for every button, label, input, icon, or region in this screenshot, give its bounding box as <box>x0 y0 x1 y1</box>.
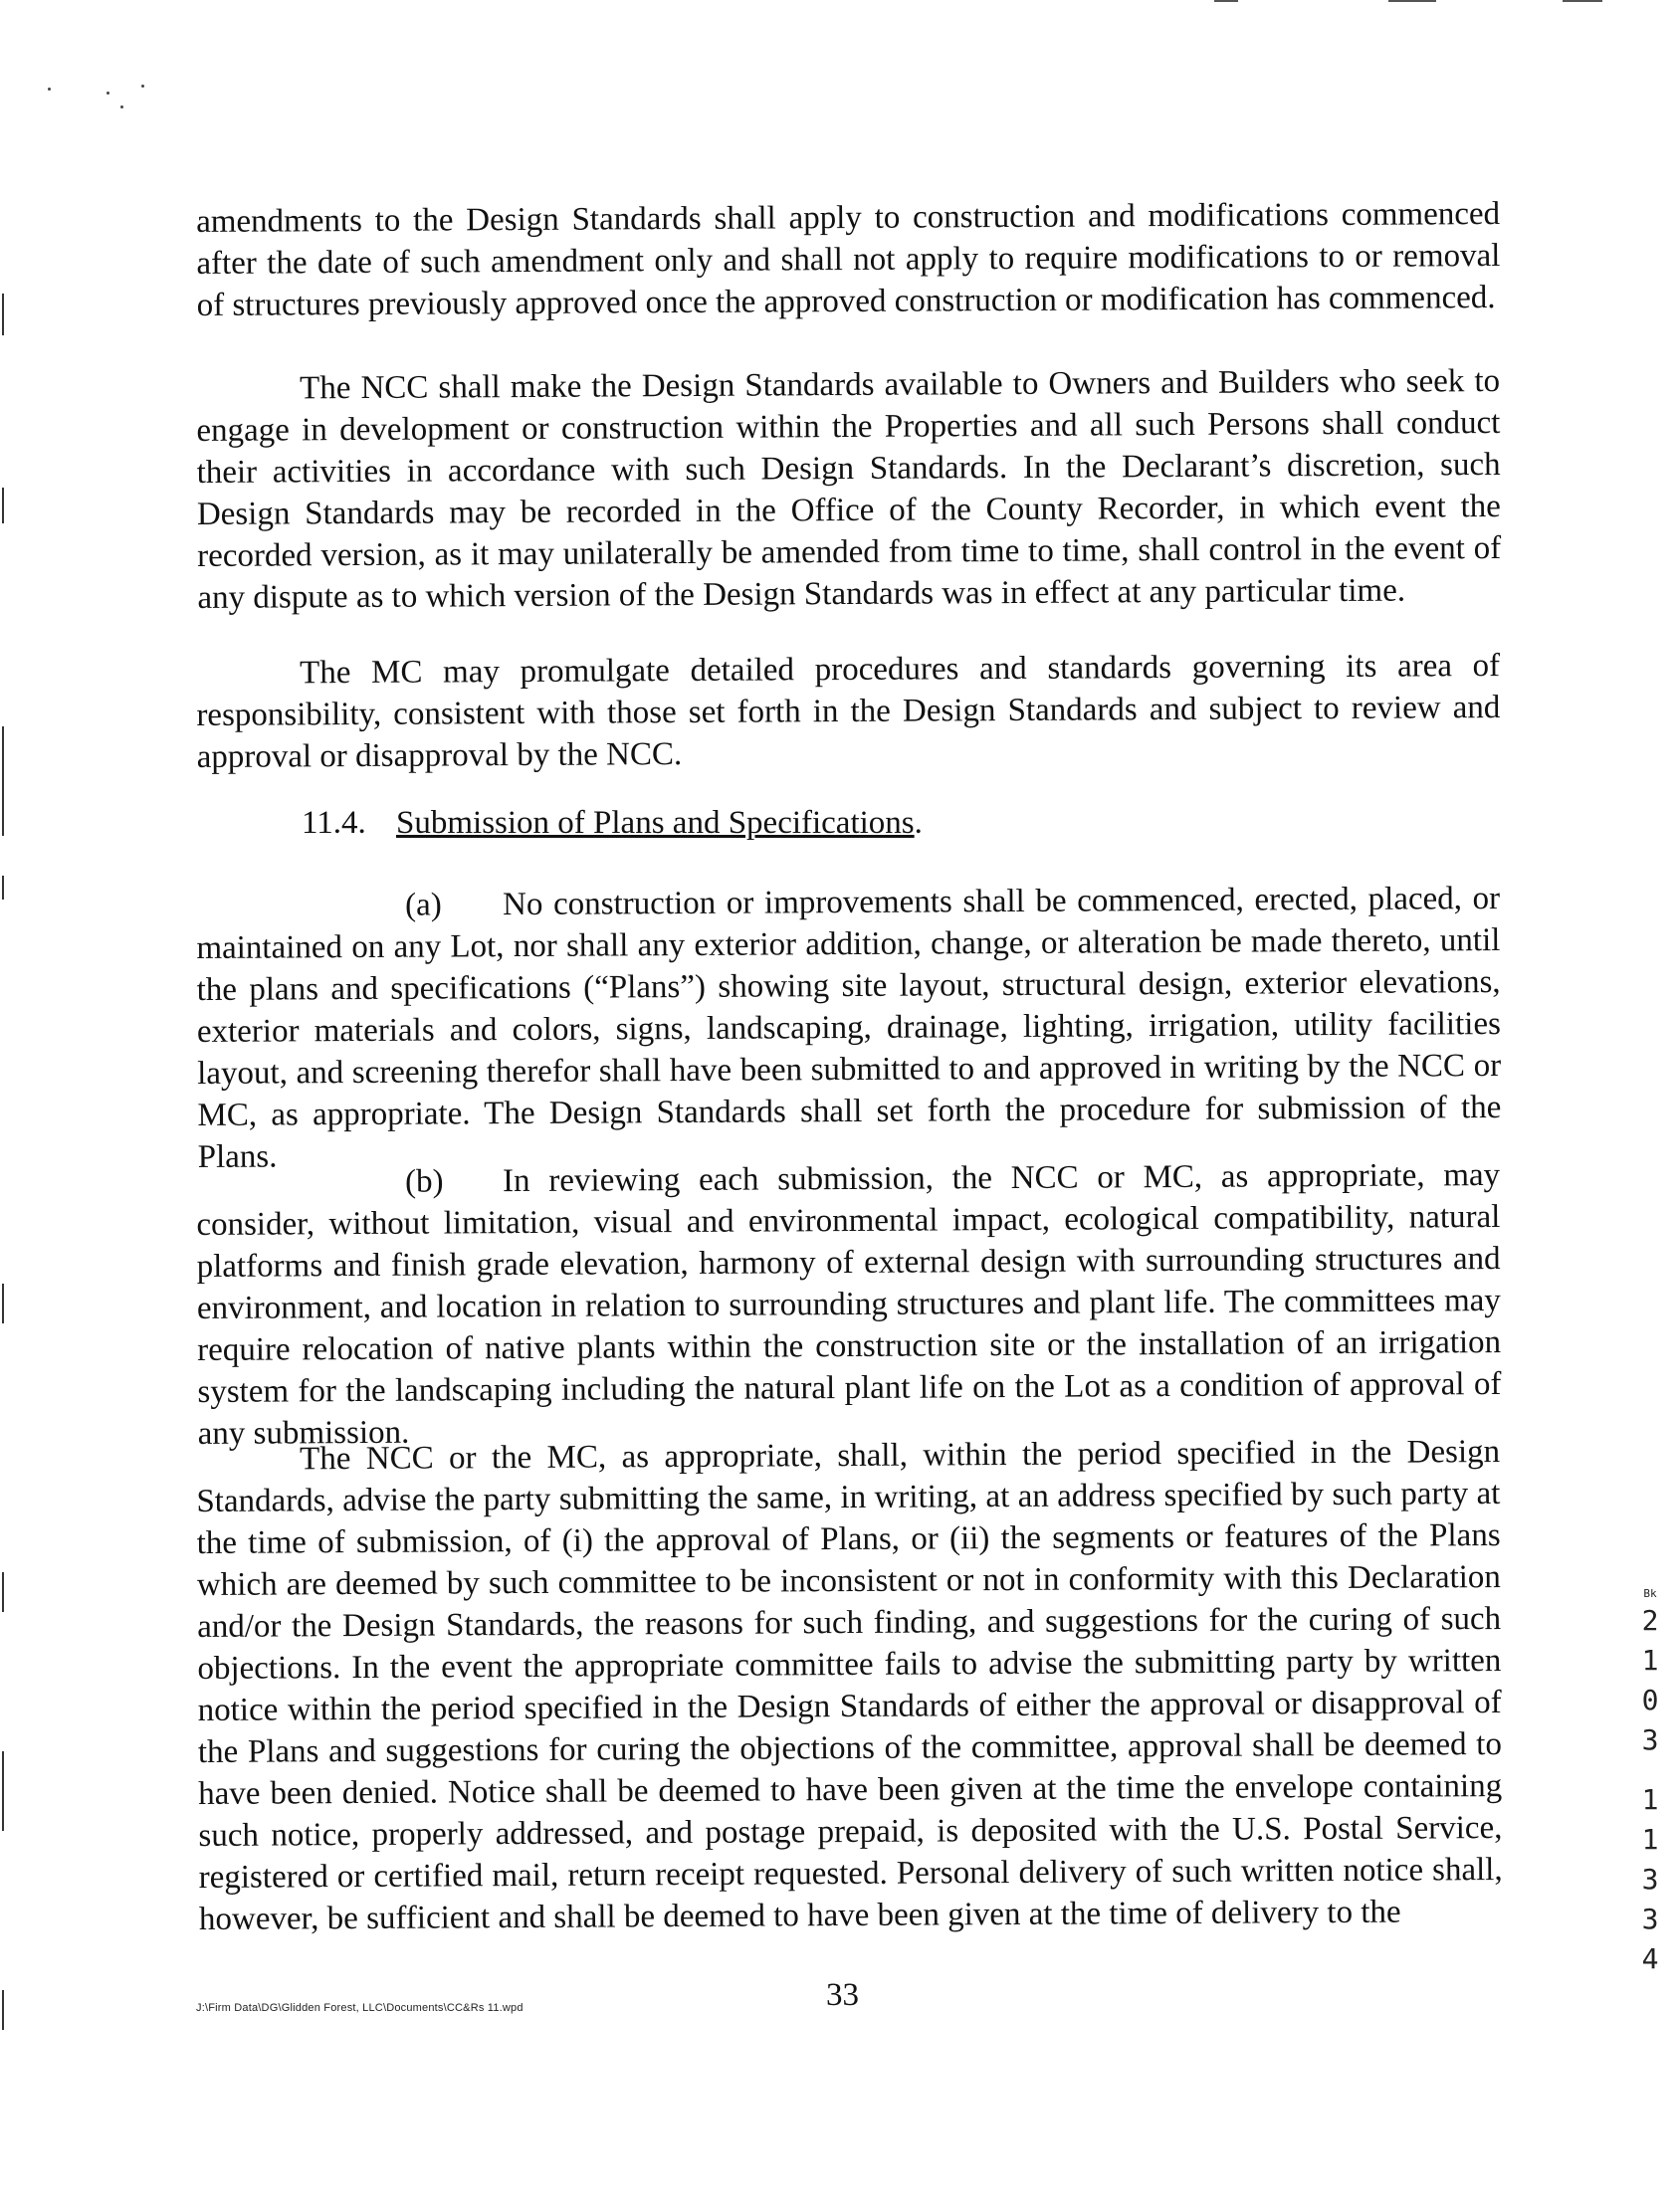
margin-mark <box>2 1572 4 1612</box>
section-title: Submission of Plans and Specifications <box>396 805 915 841</box>
subsection-b <box>196 1154 1502 1455</box>
margin-mark <box>2 1990 4 2030</box>
margin-mark <box>2 726 4 836</box>
scan-speck <box>106 92 109 95</box>
paragraph-2 <box>196 360 1502 619</box>
margin-mark <box>2 1284 4 1323</box>
paragraph-1 <box>196 193 1501 326</box>
scan-speck <box>141 85 144 88</box>
subsection-b-label: (b) <box>405 1163 444 1200</box>
page-number: 33 <box>826 1977 859 2013</box>
stamp-char: 1 <box>1641 1644 1659 1677</box>
stamp-char: 3 <box>1641 1903 1659 1935</box>
subsection-b-text <box>196 1154 1502 1455</box>
section-heading <box>302 802 923 844</box>
paragraph-text: amendments to the Design Standards shall apply to construction and modifications commenced after the date of such amendment only and shall not apply to require modifications to or removal of structures previously approved once the approved construction or modification has commenced. <box>196 195 1501 323</box>
paragraph-text: The NCC shall make the Design Standards available to Owners and Builders who seek to engage in development or construction within the Properties and all such Persons shall conduct their activities in accordance with such Design Standards. In the Declarant’s discretion, such Design Standards may be recorded in the Office of the County Recorder, in which event the recorded version, as it may unilaterally be amended from time to time, shall control in the event of any dispute as to which version of the Design Standards was in effect at any particular time. <box>196 362 1502 616</box>
stamp-char: 4 <box>1641 1942 1659 1975</box>
margin-mark <box>2 876 4 900</box>
scan-speck <box>120 105 123 108</box>
subsection-a <box>196 878 1502 1178</box>
scan-speck <box>48 88 51 91</box>
scan-mark <box>1563 0 1602 2</box>
stamp-char: 0 <box>1641 1684 1659 1716</box>
subsection-b-body: In reviewing each submission, the NCC or MC, as appropriate, may consider, without limitation, visual and environmental impact, ecological compatibility, natural platforms and finish grade elevation, harmony of external design with surrounding structures and environment, and location in relation to surrounding structures and plant life. The committees may require relocation of native plants within the construction site or the installation of an irrigation system for the landscaping including the natural plant life on the Lot as a condition of approval of any submission. <box>196 1156 1502 1452</box>
paragraph-text: The NCC or the MC, as appropriate, shall, within the period specified in the Design Standards, advise the party submitting the same, in writing, at an address specified by such party at the time of submission, of (i) the approval of Plans, or (ii) the segments or features of the Plans which are deemed by such committee to be inconsistent or not in conformity with this Declaration and/or the Design Standards, the reasons for such finding, and suggestions for the curing of such objections. In the event the appropriate committee fails to advise the submitting party by written notice within the period specified in the Design Standards of either the approval or disapproval of the Plans and suggestions for curing the objections of the committee, approval shall be deemed to have been denied. Notice shall be deemed to have been given at the time the envelope containing such notice, properly addressed, and postage prepaid, is deposited with the U.S. Postal Service, registered or certified mail, return receipt requested. Personal delivery of such written notice shall, however, be sufficient and shall be deemed to have been given at the time of delivery to the <box>196 1433 1503 1937</box>
margin-mark <box>2 294 4 335</box>
paragraph-text: The MC may promulgate detailed procedures and standards governing its area of responsibility, consistent with those set forth in the Design Standards and subject to review and approval or disapproval by the NCC. <box>196 647 1501 775</box>
paragraph-3 <box>196 645 1501 778</box>
subsection-a-body: No construction or improvements shall be commenced, erected, placed, or maintained on any Lot, nor shall any exterior addition, change, or alteration be made thereto, until the plans and specifications (“Plans”) showing site layout, structural design, exterior elevations, exterior materials and colors, signs, landscaping, drainage, lighting, irrigation, utility facilities layout, and screening therefor shall have been submitted to and approved in writing by the NCC or MC, as appropriate. The Design Standards shall set forth the procedure for submission of the Plans. <box>196 880 1502 1175</box>
paragraph-4 <box>196 1431 1503 1940</box>
footer-file-path: J:\Firm Data\DG\Glidden Forest, LLC\Documents\CC&Rs 11.wpd <box>196 2002 524 2014</box>
scan-mark <box>1214 0 1238 2</box>
margin-mark <box>2 488 4 523</box>
section-title-suffix: . <box>914 805 923 841</box>
stamp-char: 2 <box>1641 1604 1659 1637</box>
stamp-char: 1 <box>1641 1823 1659 1856</box>
scan-mark <box>1388 0 1436 2</box>
stamp-prefix: Bk <box>1643 1587 1657 1600</box>
recording-stamp <box>1630 1587 1670 1979</box>
section-number: 11.4. <box>302 805 366 841</box>
stamp-char: 3 <box>1641 1863 1659 1896</box>
margin-mark <box>2 1751 4 1831</box>
subsection-a-label: (a) <box>405 887 442 923</box>
stamp-char: 3 <box>1641 1723 1659 1756</box>
stamp-char: 1 <box>1641 1783 1659 1816</box>
subsection-a-text <box>196 878 1502 1178</box>
